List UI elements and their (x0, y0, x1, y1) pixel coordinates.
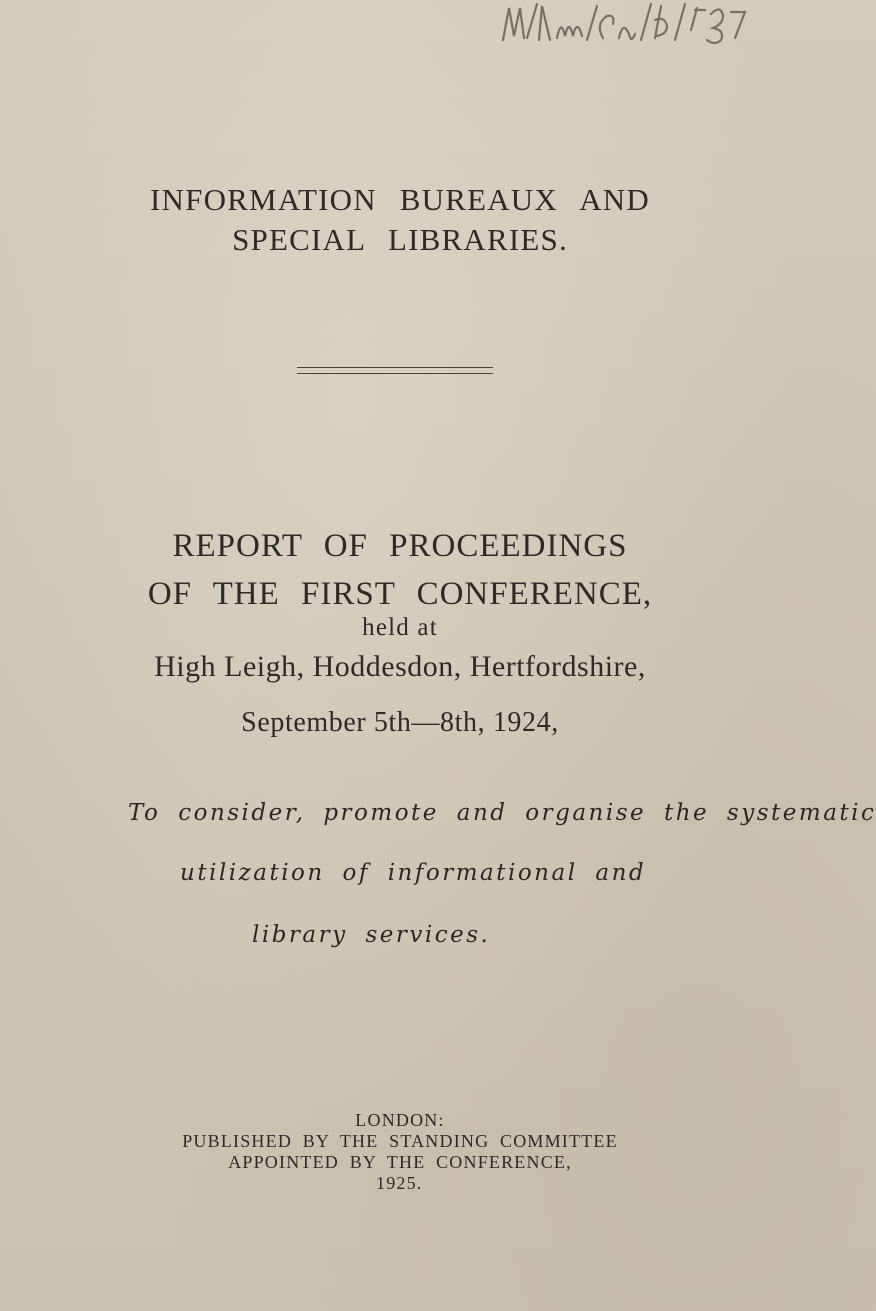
series-title-line-1: INFORMATION BUREAUX AND (150, 182, 650, 217)
motto-line-1: To consider, promote and organise the systematic (128, 800, 876, 826)
imprint-publisher-line-1: PUBLISHED BY THE STANDING COMMITTEE (182, 1131, 618, 1151)
report-title-line-1: REPORT OF PROCEEDINGS (172, 528, 628, 564)
motto-line-2: utilization of informational and (180, 860, 647, 886)
handwritten-shelfmark (495, 0, 755, 60)
report-title-line-2: OF THE FIRST CONFERENCE, (147, 576, 653, 612)
motto-line-3: library services. (252, 922, 491, 948)
series-title-line-2: SPECIAL LIBRARIES. (232, 222, 568, 257)
series-title (0, 180, 800, 260)
report-title (0, 522, 800, 618)
imprint-publisher-line-2: APPOINTED BY THE CONFERENCE, (228, 1152, 572, 1172)
imprint-city: LONDON: (355, 1110, 445, 1130)
held-at-text: held at (362, 614, 438, 641)
conference-location: High Leigh, Hoddesdon, Hertfordshire, (154, 650, 646, 683)
double-rule-divider (297, 367, 493, 374)
imprint (0, 1110, 800, 1194)
conference-dates: September 5th—8th, 1924, (241, 707, 559, 738)
imprint-year: 1925. (376, 1173, 423, 1193)
